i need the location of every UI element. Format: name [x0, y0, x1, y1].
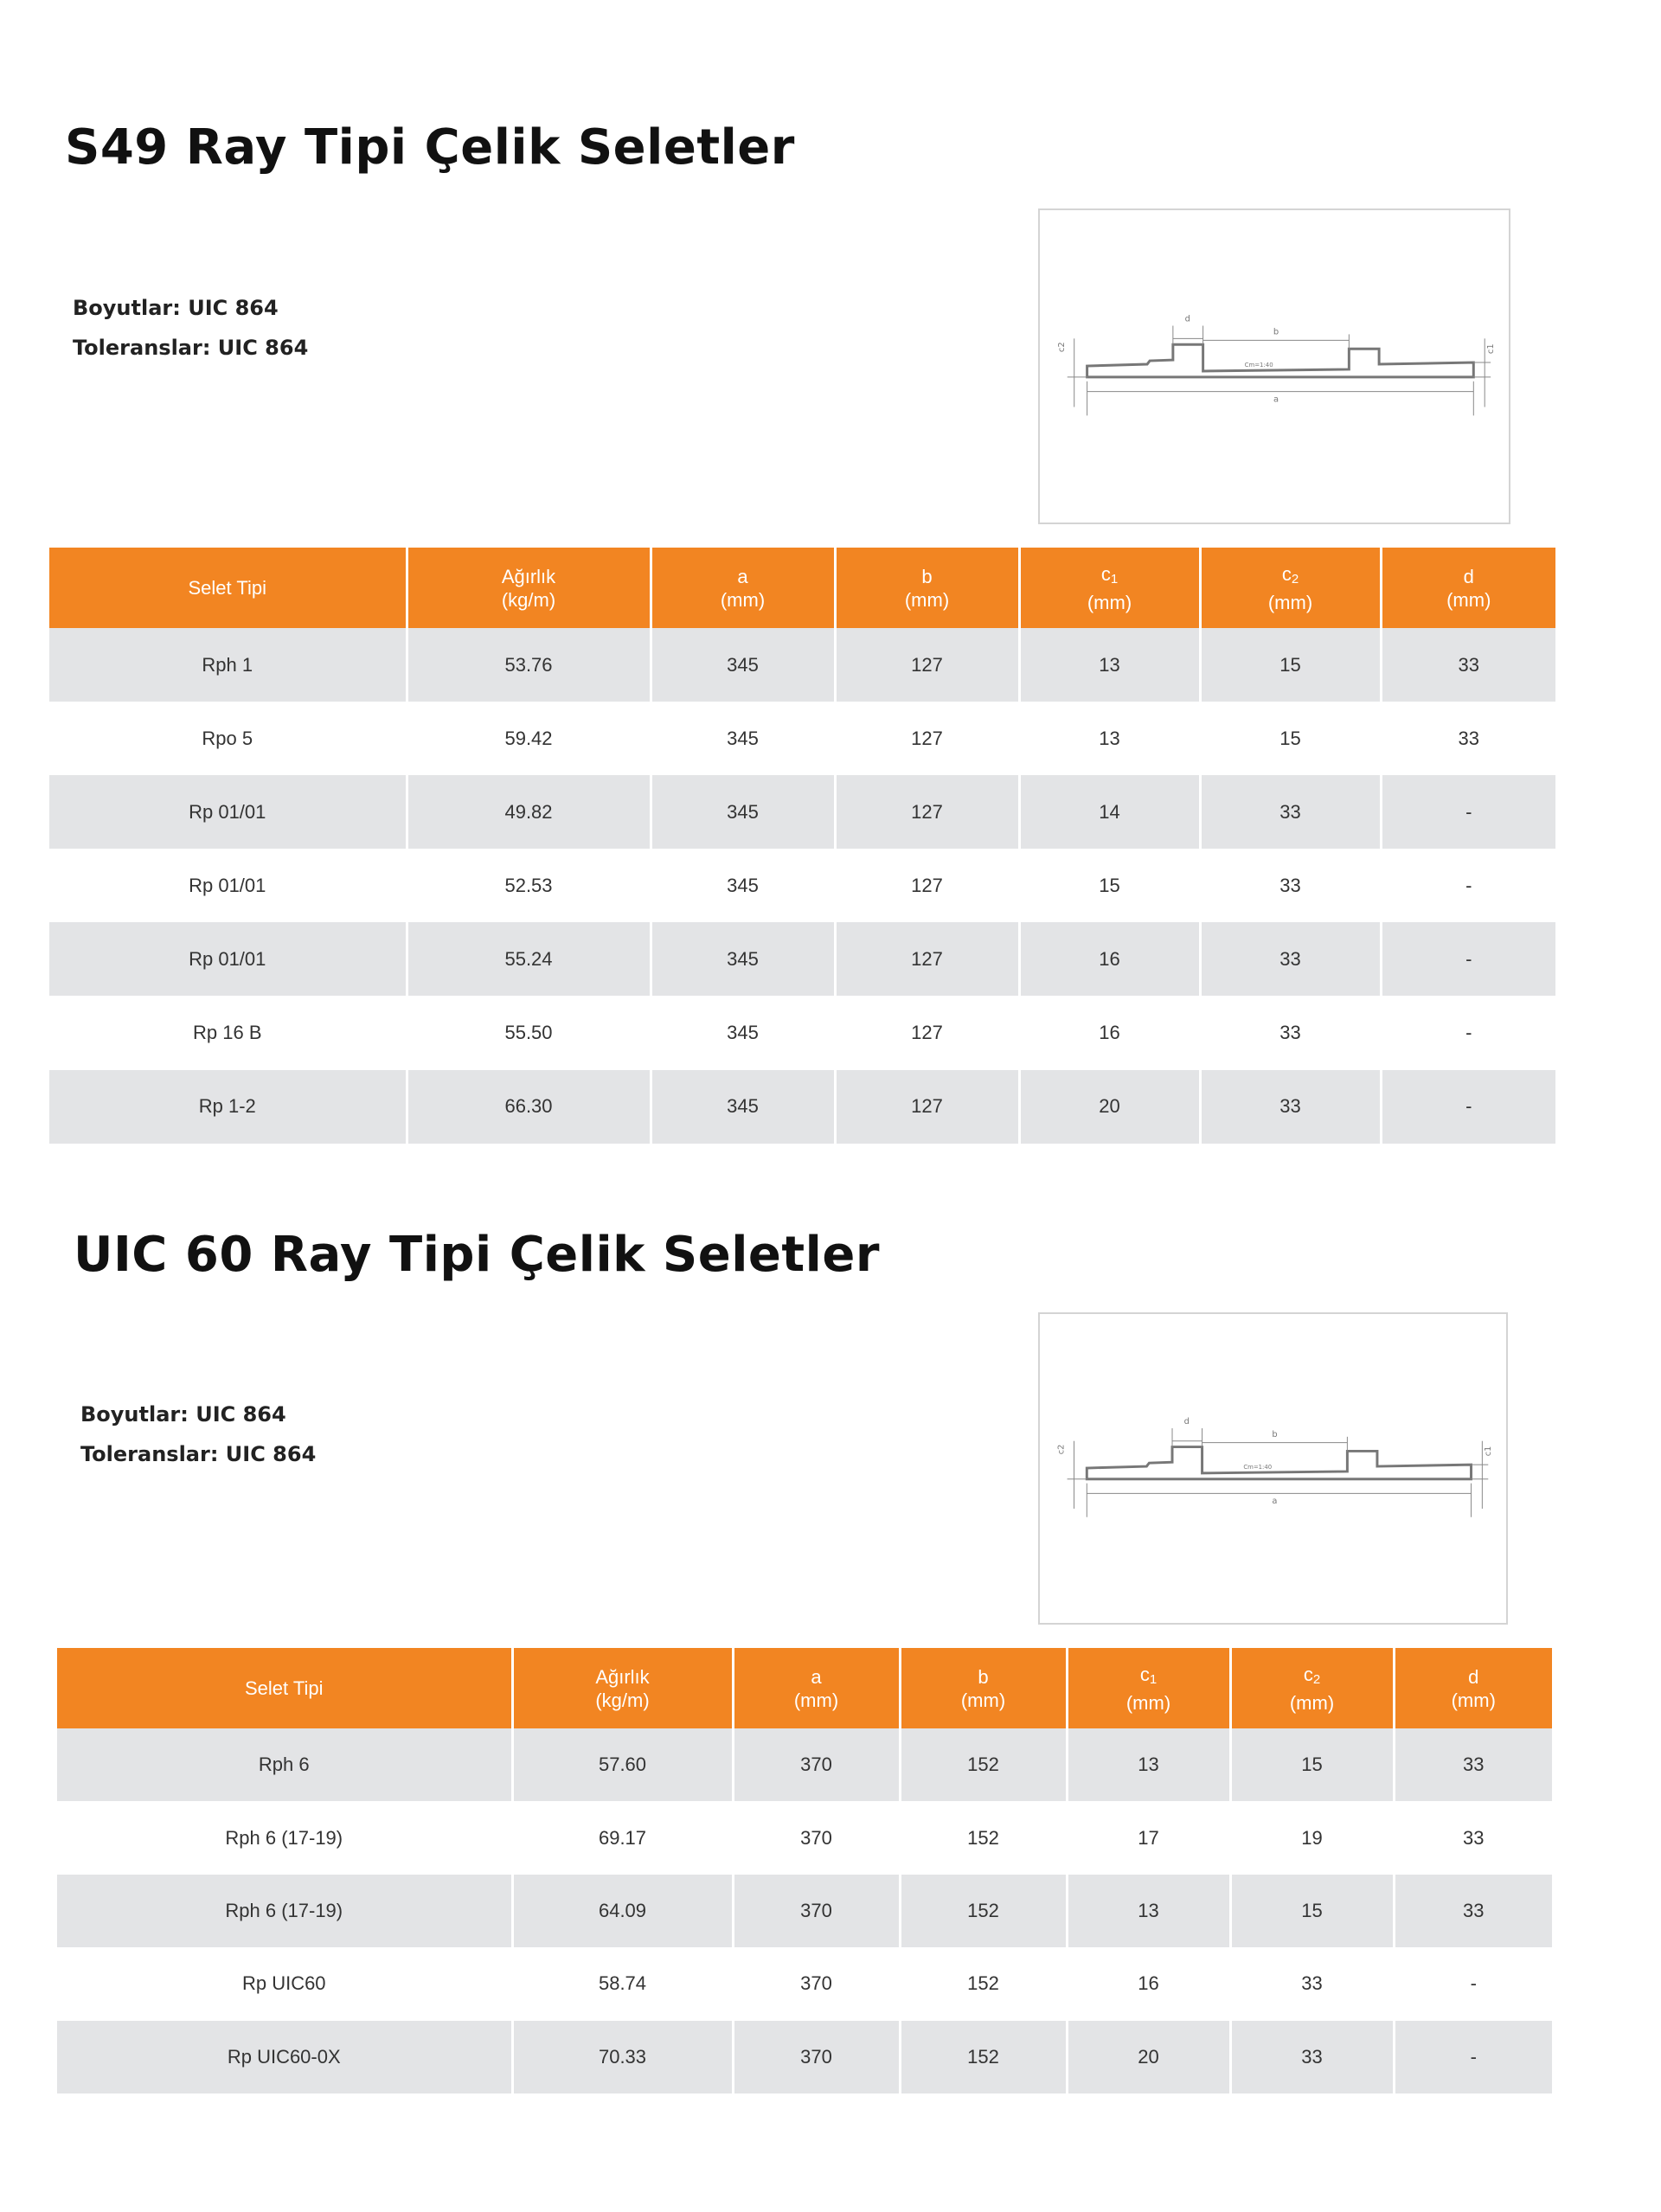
table-cell: 370	[733, 1801, 900, 1874]
table-cell: 370	[733, 1947, 900, 2020]
table-cell: Rpo 5	[49, 702, 407, 775]
dimension-label-a: a	[1272, 1497, 1278, 1507]
table-row	[49, 849, 1555, 922]
table-cell: 33	[1394, 1801, 1552, 1874]
table-cell: 345	[651, 775, 835, 849]
spec-list	[80, 1395, 316, 1474]
table-cell: 345	[651, 922, 835, 996]
table-cell: Rp 1-2	[49, 1070, 407, 1144]
column-header: b (mm)	[835, 548, 1019, 628]
table-row	[49, 922, 1555, 996]
table-cell: 64.09	[512, 1875, 733, 1947]
dimension-label-b: b	[1273, 327, 1279, 337]
table-cell: 33	[1200, 849, 1381, 922]
table-cell: 15	[1230, 1875, 1394, 1947]
table-cell: 13	[1067, 1728, 1230, 1801]
table-cell: 152	[900, 1801, 1067, 1874]
table-header-row	[57, 1648, 1552, 1728]
table-cell: 345	[651, 628, 835, 702]
spec-dimensions: Boyutlar: UIC 864	[73, 296, 279, 320]
table-cell: -	[1381, 849, 1555, 922]
table-cell: Rp UIC60	[57, 1947, 512, 2020]
column-header: $c_1$ (mm)	[1019, 548, 1200, 628]
column-header: Ağırlık (kg/m)	[407, 548, 651, 628]
column-header: b (mm)	[900, 1648, 1067, 1728]
column-header: Ağırlık (kg/m)	[512, 1648, 733, 1728]
table-cell: 15	[1200, 628, 1381, 702]
dimension-label-c1: c1	[1484, 1446, 1494, 1457]
table-cell: 52.53	[407, 849, 651, 922]
table-cell: 127	[835, 996, 1019, 1069]
dimension-label-c2: c2	[1056, 1444, 1067, 1455]
table-row	[57, 1728, 1552, 1801]
table-cell: Rph 6 (17-19)	[57, 1875, 512, 1947]
table-cell: -	[1381, 996, 1555, 1069]
table-cell: 19	[1230, 1801, 1394, 1874]
table-cell: 13	[1019, 628, 1200, 702]
table-cell: 14	[1019, 775, 1200, 849]
spec-tolerances: Toleranslar: UIC 864	[73, 336, 309, 360]
table-cell: 53.76	[407, 628, 651, 702]
section-title: UIC 60 Ray Tipi Çelik Seletler	[74, 1227, 880, 1283]
column-header: $c_2$ (mm)	[1230, 1648, 1394, 1728]
table-cell: 16	[1019, 996, 1200, 1069]
table-cell: 127	[835, 849, 1019, 922]
table-cell: 13	[1067, 1875, 1230, 1947]
plate-profile	[1087, 344, 1474, 377]
table-cell: 15	[1200, 702, 1381, 775]
table-cell: -	[1394, 2021, 1552, 2093]
table-cell: 20	[1019, 1070, 1200, 1144]
table-cell: 55.24	[407, 922, 651, 996]
slope-label: Cm=1:40	[1244, 362, 1273, 369]
table-cell: 33	[1230, 2021, 1394, 2093]
table-cell: 127	[835, 922, 1019, 996]
table-cell: Rph 1	[49, 628, 407, 702]
table-cell: Rph 6	[57, 1728, 512, 1801]
plate-profile	[1087, 1447, 1471, 1479]
tie-plate-diagram	[1038, 208, 1510, 524]
table-cell: 59.42	[407, 702, 651, 775]
cross-section-drawing	[1040, 1314, 1506, 1623]
table-row	[57, 1947, 1552, 2020]
table-cell: 127	[835, 775, 1019, 849]
table-cell: 152	[900, 2021, 1067, 2093]
table-cell: -	[1381, 775, 1555, 849]
table-cell: 370	[733, 1875, 900, 1947]
table-cell: 55.50	[407, 996, 651, 1069]
table-cell: Rp 16 B	[49, 996, 407, 1069]
table-cell: Rp UIC60-0X	[57, 2021, 512, 2093]
column-header: $c_1$ (mm)	[1067, 1648, 1230, 1728]
dimension-label-c2: c2	[1056, 342, 1067, 353]
table-cell: 15	[1019, 849, 1200, 922]
table-cell: 370	[733, 2021, 900, 2093]
table-cell: Rph 6 (17-19)	[57, 1801, 512, 1874]
table-cell: Rp 01/01	[49, 775, 407, 849]
spec-table	[49, 548, 1555, 1144]
column-header: d (mm)	[1381, 548, 1555, 628]
spec-list	[73, 288, 308, 368]
column-header: d (mm)	[1394, 1648, 1552, 1728]
table-cell: 345	[651, 702, 835, 775]
table-cell: 152	[900, 1728, 1067, 1801]
table-row	[49, 702, 1555, 775]
table-cell: 33	[1394, 1875, 1552, 1947]
table-cell: 69.17	[512, 1801, 733, 1874]
table-cell: 345	[651, 849, 835, 922]
spec-tolerances: Toleranslar: UIC 864	[80, 1442, 317, 1466]
column-header: a (mm)	[651, 548, 835, 628]
table-row	[49, 996, 1555, 1069]
table-cell: 127	[835, 702, 1019, 775]
cross-section-drawing	[1040, 210, 1509, 523]
table-cell: 33	[1200, 775, 1381, 849]
table-cell: 20	[1067, 2021, 1230, 2093]
table-cell: 370	[733, 1728, 900, 1801]
dimension-label-a: a	[1273, 394, 1279, 405]
table-row	[57, 1875, 1552, 1947]
dimension-label-d: d	[1183, 1417, 1190, 1427]
table-cell: 345	[651, 996, 835, 1069]
table-cell: 33	[1200, 996, 1381, 1069]
table-cell: 33	[1200, 1070, 1381, 1144]
table-cell: Rp 01/01	[49, 849, 407, 922]
slope-label: Cm=1:40	[1243, 1464, 1273, 1471]
spec-table	[57, 1648, 1552, 2093]
table-cell: 152	[900, 1947, 1067, 2020]
table-cell: 127	[835, 1070, 1019, 1144]
table-cell: 33	[1381, 628, 1555, 702]
table-row	[57, 1801, 1552, 1874]
table-cell: 17	[1067, 1801, 1230, 1874]
table-cell: 13	[1019, 702, 1200, 775]
table-cell: 66.30	[407, 1070, 651, 1144]
table-cell: 33	[1230, 1947, 1394, 2020]
dimension-label-d: d	[1184, 314, 1190, 324]
table-cell: 49.82	[407, 775, 651, 849]
table-cell: 58.74	[512, 1947, 733, 2020]
table-cell: 70.33	[512, 2021, 733, 2093]
table-cell: 152	[900, 1875, 1067, 1947]
table-cell: 15	[1230, 1728, 1394, 1801]
table-row	[49, 775, 1555, 849]
table-cell: 33	[1394, 1728, 1552, 1801]
table-cell: 16	[1067, 1947, 1230, 2020]
column-header: a (mm)	[733, 1648, 900, 1728]
table-cell: 33	[1381, 702, 1555, 775]
dimension-label-b: b	[1272, 1429, 1278, 1439]
table-cell: 33	[1200, 922, 1381, 996]
table-cell: 57.60	[512, 1728, 733, 1801]
tie-plate-diagram	[1038, 1312, 1508, 1625]
table-cell: 127	[835, 628, 1019, 702]
table-header-row	[49, 548, 1555, 628]
section-title: S49 Ray Tipi Çelik Seletler	[65, 119, 795, 176]
column-header: Selet Tipi	[57, 1648, 512, 1728]
table-cell: 16	[1019, 922, 1200, 996]
table-row	[57, 2021, 1552, 2093]
table-cell: 345	[651, 1070, 835, 1144]
table-cell: -	[1381, 922, 1555, 996]
dimension-label-c1: c1	[1486, 343, 1497, 355]
spec-dimensions: Boyutlar: UIC 864	[80, 1402, 286, 1427]
column-header: Selet Tipi	[49, 548, 407, 628]
table-row	[49, 1070, 1555, 1144]
table-row	[49, 628, 1555, 702]
table-cell: -	[1394, 1947, 1552, 2020]
column-header: $c_2$ (mm)	[1200, 548, 1381, 628]
table-cell: -	[1381, 1070, 1555, 1144]
table-cell: Rp 01/01	[49, 922, 407, 996]
